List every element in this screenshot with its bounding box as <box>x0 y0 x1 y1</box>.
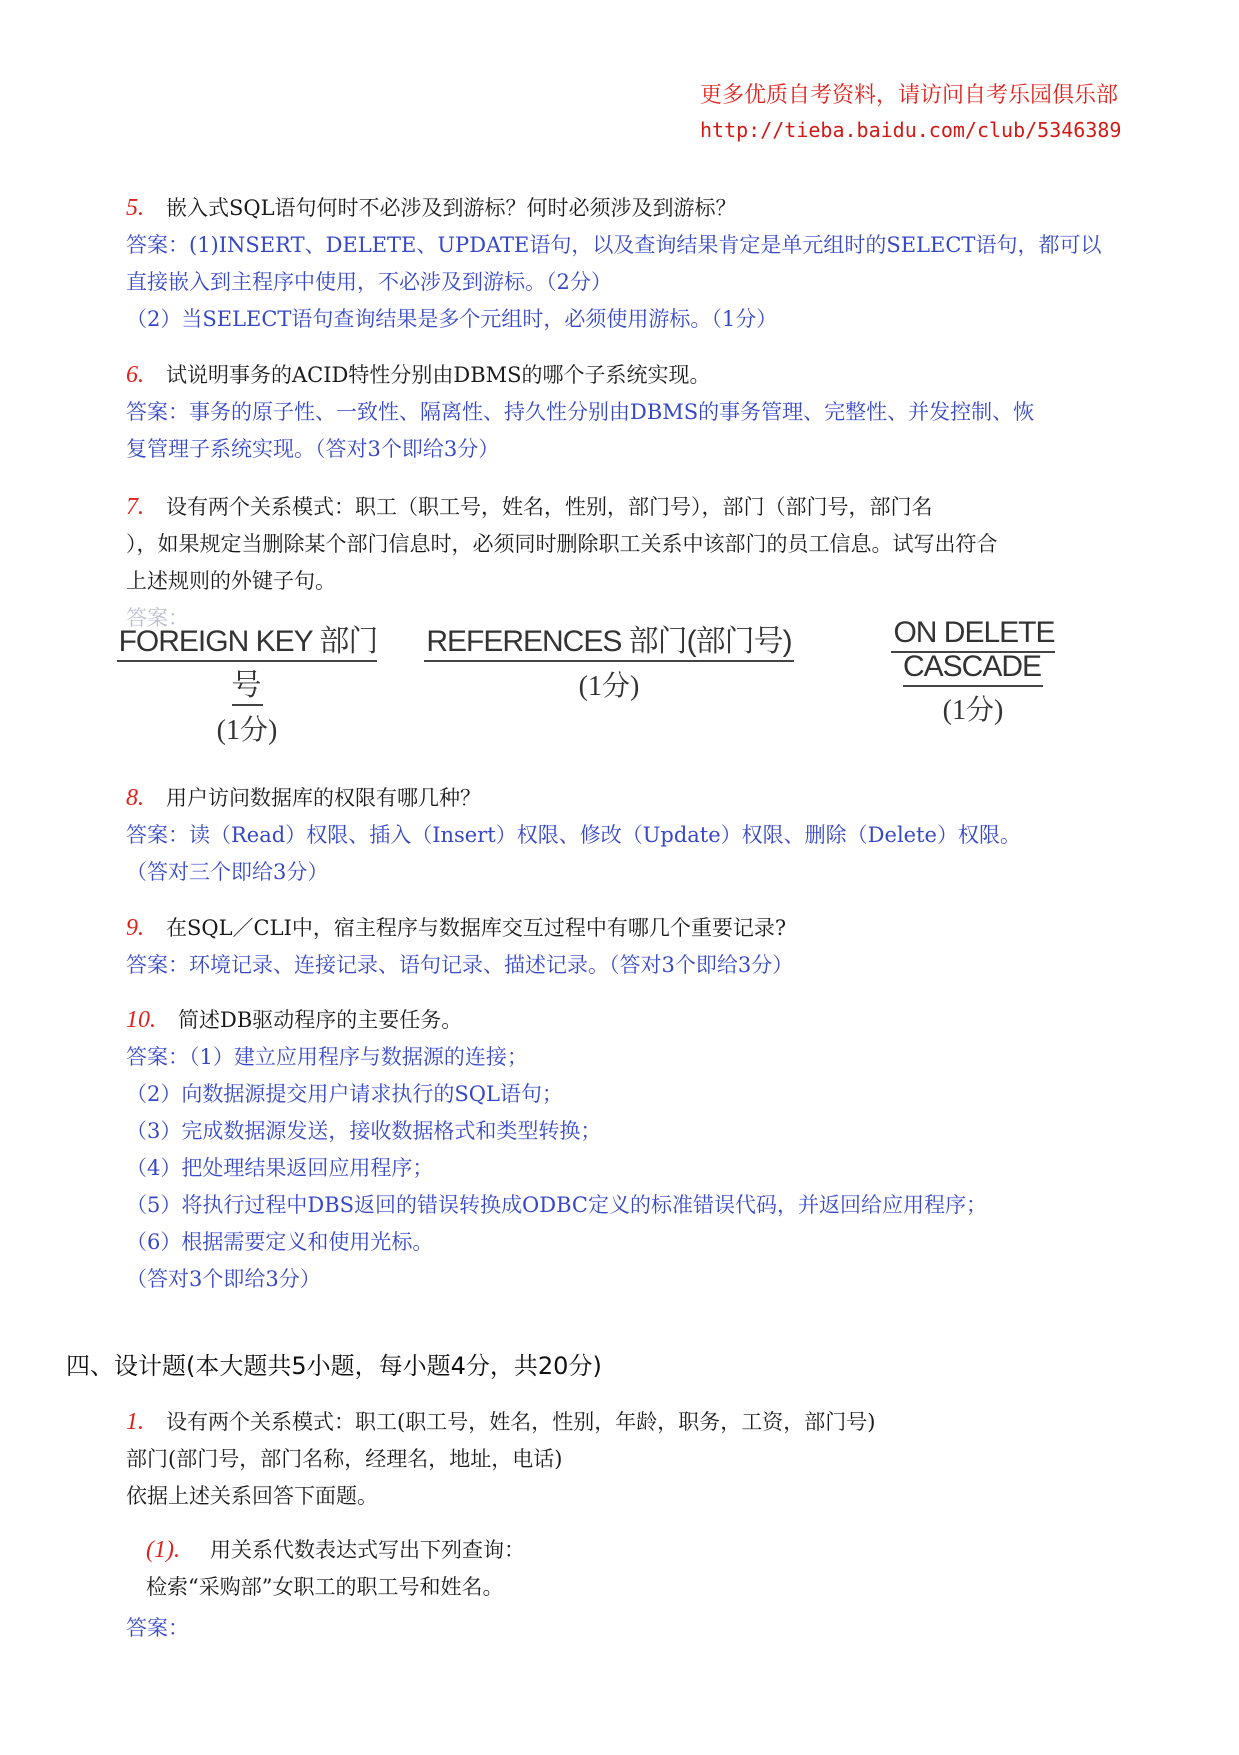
question-text: 用户访问数据库的权限有哪几种？ <box>166 786 481 810</box>
fk-part-on-delete <box>818 616 1128 728</box>
question-10 <box>126 1002 1186 1298</box>
answer-line: （答对三个即给3分） <box>126 860 329 884</box>
fk-score: (1分) <box>578 671 640 702</box>
answer-line: （答对3个即给3分） <box>126 1267 321 1291</box>
answer-line: （6）根据需要定义和使用光标。 <box>126 1230 434 1254</box>
question-number: 1. <box>126 1409 144 1435</box>
fk-clause: REFERENCES 部门(部门号) <box>424 625 793 662</box>
fk-score: (1分) <box>216 715 278 746</box>
answer-line: 答案：读（Read）权限、插入（Insert）权限、修改（Update）权限、删除（Delete）权限。 <box>126 823 1021 847</box>
question-text: 试说明事务的ACID特性分别由DBMS的哪个子系统实现。 <box>166 363 711 387</box>
question-text: 在SQL／CLI中，宿主程序与数据库交互过程中有哪几个重要记录? <box>166 916 787 940</box>
design-question-1-sub-1 <box>146 1532 1206 1606</box>
question-number: 5. <box>126 195 144 221</box>
answer-line: 答案：事务的原子性、一致性、隔离性、持久性分别由DBMS的事务管理、完整性、并发控制、恢 <box>126 400 1035 424</box>
question-number: 8. <box>126 785 144 811</box>
sub-question-number: (1). <box>146 1537 180 1563</box>
answer-line: （4）把处理结果返回应用程序； <box>126 1156 434 1180</box>
fk-part-references <box>424 616 794 704</box>
answer-line: 复管理子系统实现。（答对3个即给3分） <box>126 437 500 461</box>
design-question-1 <box>126 1404 1186 1515</box>
answer-line: （5）将执行过程中DBS返回的错误转换成ODBC定义的标准错误代码，并返回给应用程序； <box>126 1193 987 1217</box>
question-8 <box>126 780 1186 891</box>
question-7 <box>126 489 1186 637</box>
question-text: 上述规则的外键子句。 <box>126 569 336 593</box>
question-5 <box>126 190 1186 338</box>
question-text: 设有两个关系模式：职工(职工号，姓名，性别，年龄，职务，工资，部门号) <box>166 1410 876 1434</box>
question-9 <box>126 910 1186 984</box>
answer-line: （2）当SELECT语句查询结果是多个元组时，必须使用游标。（1分） <box>126 307 778 331</box>
answer-line: 直接嵌入到主程序中使用，不必涉及到游标。（2分） <box>126 270 612 294</box>
answer-line: （2）向数据源提交用户请求执行的SQL语句； <box>126 1082 563 1106</box>
question-number: 10. <box>126 1007 156 1033</box>
question-text: 依据上述关系回答下面题。 <box>126 1484 378 1508</box>
fk-clause: ON DELETE CASCADE <box>891 616 1054 687</box>
fk-score: (1分) <box>942 695 1004 726</box>
answer-label: 答案： <box>126 606 189 630</box>
question-number: 6. <box>126 362 144 388</box>
fk-clause: FOREIGN KEY 部门号 <box>117 625 378 706</box>
question-text: 设有两个关系模式：职工（职工号，姓名，性别，部门号），部门（部门号，部门名 <box>166 495 933 519</box>
question-text: 简述DB驱动程序的主要任务。 <box>178 1008 463 1032</box>
answer-line: 答案：环境记录、连接记录、语句记录、描述记录。（答对3个即给3分） <box>126 953 794 977</box>
section-title: 四、设计题(本大题共5小题，每小题4分，共20分) <box>66 1352 602 1380</box>
answer-line: 答案：（1）建立应用程序与数据源的连接； <box>126 1045 528 1069</box>
answer-line: （3）完成数据源发送，接收数据格式和类型转换； <box>126 1119 602 1143</box>
sub-question-text: 用关系代数表达式写出下列查询： <box>209 1538 525 1562</box>
question-number: 7. <box>126 494 144 520</box>
sub-question-detail: 检索“采购部”女职工的职工号和姓名。 <box>146 1575 504 1599</box>
site-banner-text: 更多优质自考资料，请访问自考乐园俱乐部 <box>700 83 1119 108</box>
question-6 <box>126 357 1186 468</box>
question-number: 9. <box>126 915 144 941</box>
question-text: 嵌入式SQL语句何时不必涉及到游标？何时必须涉及到游标？ <box>166 196 737 220</box>
answer-label: 答案： <box>126 1616 189 1640</box>
site-banner-url[interactable]: http://tieba.baidu.com/club/5346389 <box>700 118 1122 142</box>
question-text: ），如果规定当删除某个部门信息时，必须同时删除职工关系中该部门的员工信息。试写出符合 <box>126 532 998 556</box>
question-text: 部门(部门号，部门名称，经理名，地址，电话) <box>126 1447 563 1471</box>
answer-line: 答案：(1)INSERT、DELETE、UPDATE语句，以及查询结果肯定是单元组时的SELECT语句，都可以 <box>126 233 1102 257</box>
fk-part-foreign-key <box>102 616 392 748</box>
